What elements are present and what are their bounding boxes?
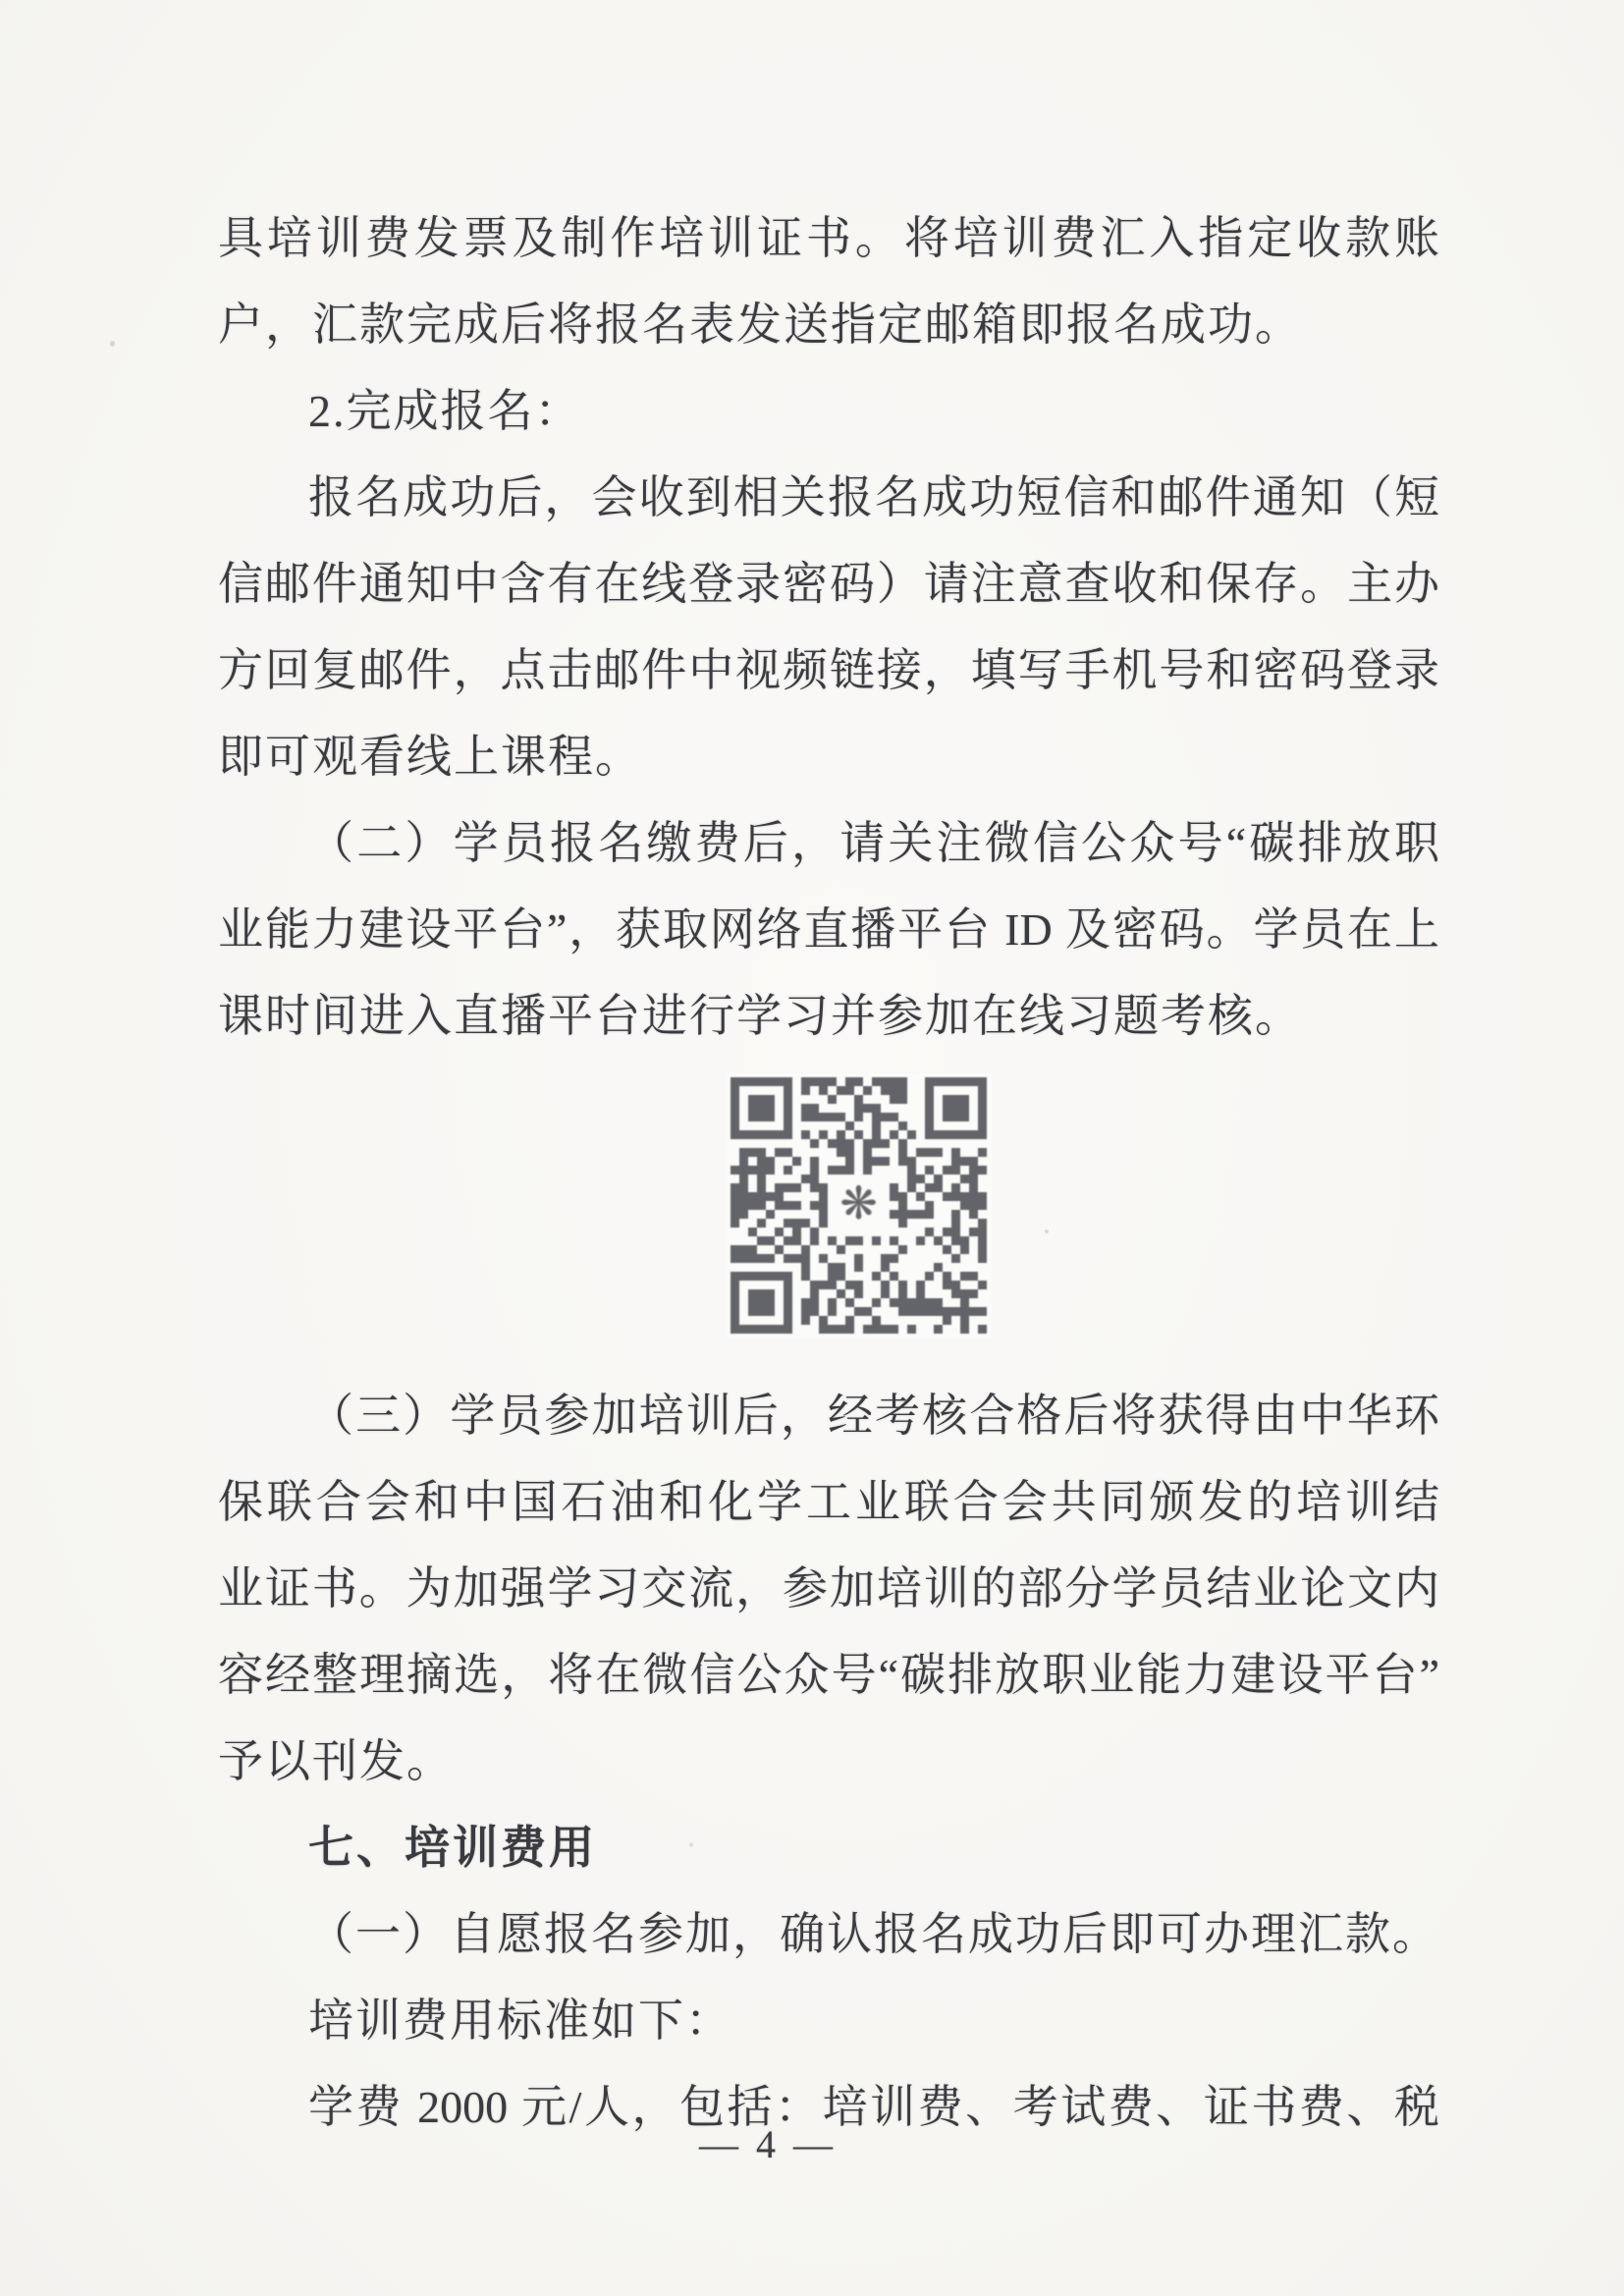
text-line: 培训费用标准如下： — [308, 1995, 732, 2046]
text-line: 容经整理摘选，将在微信公众号“碳排放职业能力建设平台” — [218, 1650, 1439, 1700]
text-line: 予以刊发。 — [218, 1736, 454, 1786]
text-line: 方回复邮件，点击邮件中视频链接，填写手机号和密码登录 — [218, 645, 1439, 695]
page-number: — 4 — — [699, 2122, 837, 2166]
qr-code-block — [218, 1073, 1439, 1373]
text-line: 报名成功后，会收到相关报名成功短信和邮件通知（短 — [308, 472, 1439, 522]
document-body — [218, 195, 1439, 2151]
scan-speck — [110, 341, 115, 347]
text-line: （一）自愿报名参加，确认报名成功后即可办理汇款。 — [308, 1909, 1439, 1959]
text-line: 业证书。为加强学习交流，参加培训的部分学员结业论文内 — [218, 1563, 1439, 1613]
text-line: 信邮件通知中含有在线登录密码）请注意查收和保存。主办 — [218, 559, 1439, 609]
text-line: 即可观看线上课程。 — [218, 732, 642, 782]
text-line: 具培训费发票及制作培训证书。将培训费汇入指定收款账 — [218, 213, 1439, 263]
text-line: 课时间进入直播平台进行学习并参加在线习题考核。 — [218, 991, 1302, 1041]
text-line: 保联合会和中国石油和化学工业联合会共同颁发的培训结 — [218, 1477, 1439, 1527]
text-line: （三）学员参加培训后，经考核合格后将获得由中华环 — [308, 1391, 1439, 1441]
text-line: 学费 2000 元/人，包括：培训费、考试费、证书费、税 — [308, 2082, 1439, 2132]
qr-code-canvas — [727, 1073, 992, 1339]
text-line: 户，汇款完成后将报名表发送指定邮箱即报名成功。 — [218, 300, 1302, 350]
section-heading: 七、培训费用 — [308, 1823, 597, 1873]
text-line: 业能力建设平台”，获取网络直播平台 ID 及密码。学员在上 — [218, 904, 1439, 955]
list-item-number: 2.完成报名： — [308, 386, 582, 436]
text-line: （二）学员报名缴费后，请关注微信公众号“碳排放职 — [308, 818, 1439, 868]
